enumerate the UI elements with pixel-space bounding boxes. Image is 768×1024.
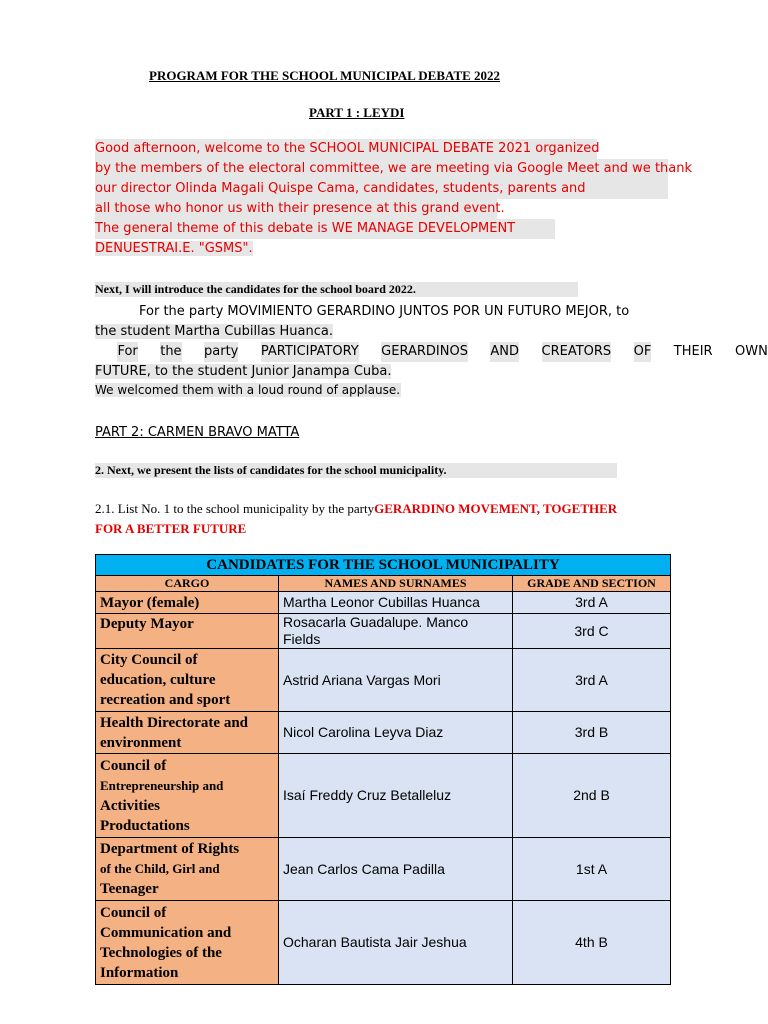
welcome-line-3: our director Olinda Magali Quispe Cama, candidates, students, parents and (95, 179, 668, 199)
part2-heading: PART 2: CARMEN BRAVO MATTA (95, 425, 300, 440)
name-cell: Rosacarla Guadalupe. Manco Fields (279, 614, 513, 649)
header-grade: GRADE AND SECTION (513, 576, 671, 592)
cargo-cell: Council of Entrepreneurship and Activities Productations (96, 754, 279, 838)
cargo-cell: City Council of education, culture recreation and sport (96, 649, 279, 712)
candidates-table (95, 554, 671, 985)
applause-line: We welcomed them with a loud round of applause. (95, 383, 401, 397)
table-caption: CANDIDATES FOR THE SCHOOL MUNICIPALITY (96, 555, 671, 576)
cargo-cell: Deputy Mayor (96, 614, 279, 649)
welcome-line-2: by the members of the electoral committee, we are meeting via Google Meet and we thank (95, 159, 668, 179)
intro-board-line: Next, I will introduce the candidates for the school board 2022. (95, 282, 578, 297)
table-row (96, 649, 671, 712)
cargo-cell: Department of Rights of the Child, Girl and Teenager (96, 838, 279, 901)
cargo-cell: Mayor (female) (96, 592, 279, 614)
name-cell: Ocharan Bautista Jair Jeshua (279, 901, 513, 985)
welcome-line-6: DENUESTRAI.E. "GSMS". (95, 241, 253, 256)
grade-cell: 3rd C (513, 614, 671, 649)
welcome-line-4: all those who honor us with their presence at this grand event. (95, 199, 497, 219)
welcome-line-5: The general theme of this debate is WE MANAGE DEVELOPMENT (95, 219, 555, 239)
table-row (96, 712, 671, 754)
cargo-cell: Council of Communication and Technologies of the Information (96, 901, 279, 985)
part1-heading: PART 1 : LEYDI (309, 105, 405, 120)
party2-line-1: For the party PARTICIPATORY GERARDINOS AND CREATORS OF THEIR OWN (95, 342, 768, 362)
header-cargo: CARGO (96, 576, 279, 592)
header-names: NAMES AND SURNAMES (279, 576, 513, 592)
list1-heading: 2.1. List No. 1 to the school municipality by the partyGERARDINO MOVEMENT, TOGETHER FOR A BETTER FUTURE (95, 501, 618, 536)
table-row (96, 901, 671, 985)
party1-line-1: For the party MOVIMIENTO GERARDINO JUNTOS POR UN FUTURO MEJOR, to (139, 304, 630, 319)
welcome-line-1: Good afternoon, welcome to the SCHOOL MUNICIPAL DEBATE 2021 organized (95, 139, 597, 159)
name-cell: Nicol Carolina Leyva Diaz (279, 712, 513, 754)
name-cell: Isaí Freddy Cruz Betalleluz (279, 754, 513, 838)
table-row (96, 614, 671, 649)
grade-cell: 2nd B (513, 754, 671, 838)
name-cell: Jean Carlos Cama Padilla (279, 838, 513, 901)
table-row (96, 592, 671, 614)
party1-line-2: the student Martha Cubillas Huanca. (95, 324, 333, 339)
grade-cell: 4th B (513, 901, 671, 985)
grade-cell: 3rd B (513, 712, 671, 754)
lists-intro: 2. Next, we present the lists of candidates for the school municipality. (95, 463, 617, 478)
grade-cell: 3rd A (513, 649, 671, 712)
grade-cell: 1st A (513, 838, 671, 901)
name-cell: Martha Leonor Cubillas Huanca (279, 592, 513, 614)
document-title: PROGRAM FOR THE SCHOOL MUNICIPAL DEBATE 2022 (149, 68, 501, 83)
table-row (96, 754, 671, 838)
cargo-cell: Health Directorate and environment (96, 712, 279, 754)
table-row (96, 838, 671, 901)
grade-cell: 3rd A (513, 592, 671, 614)
welcome-paragraph (95, 139, 693, 259)
name-cell: Astrid Ariana Vargas Mori (279, 649, 513, 712)
party2-line-2: FUTURE, to the student Junior Janampa Cuba. (95, 364, 392, 379)
